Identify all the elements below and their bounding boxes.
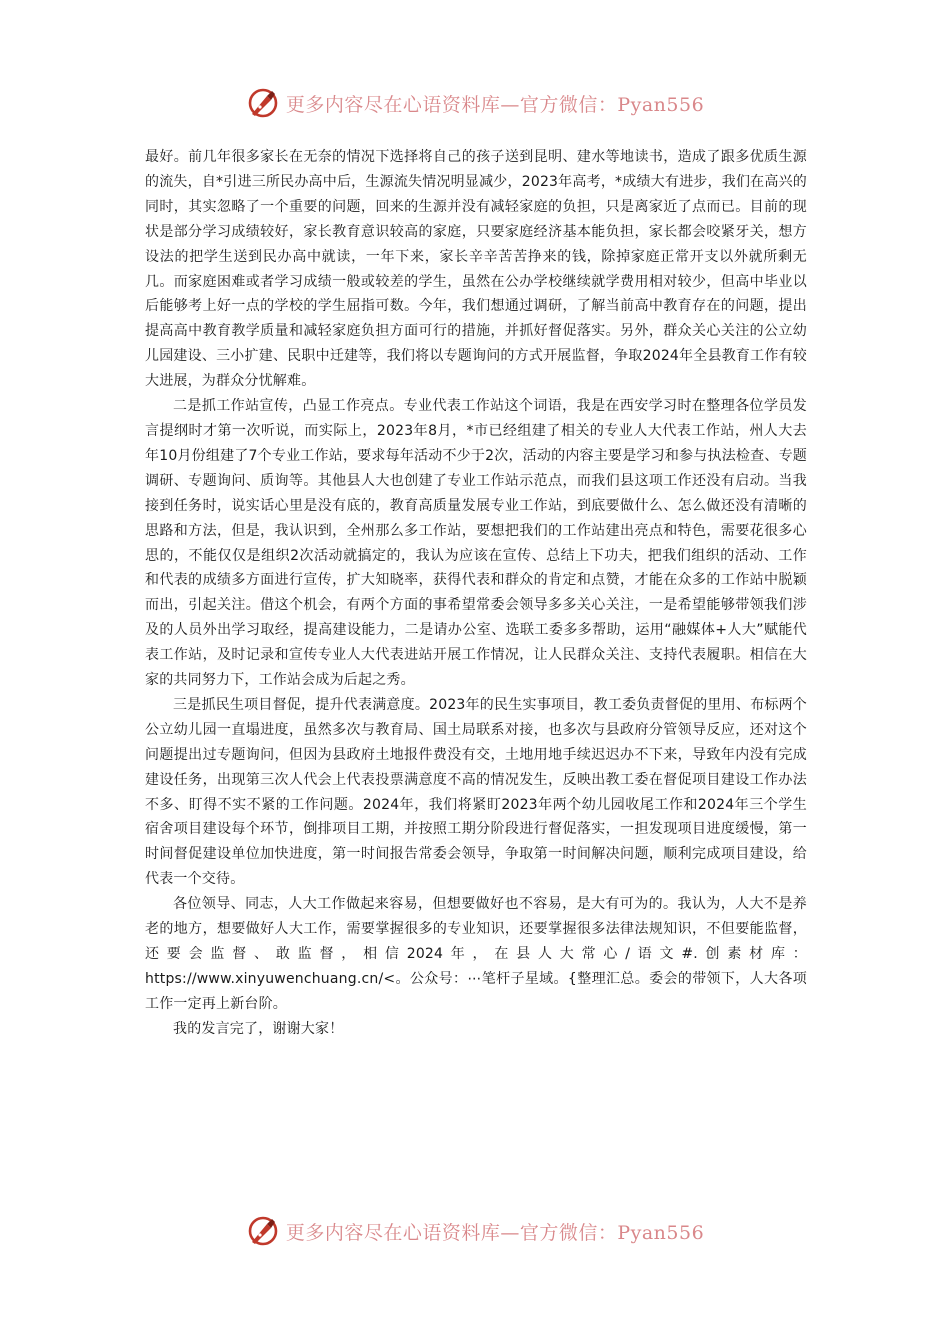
- paragraph-closing-remarks: 各位领导、同志，人大工作做起来容易，但想要做好也不容易，是大有可为的。我认为，人大不是养老的地方，想要做好人大工作，需要掌握很多的专业知识，还要掌握很多法律法规知识，不但要能监督，还要会监督、敢监督，相信2024年，在县人大常心/语文#.创素材库：https://www.xinyuwenchuang.cn/<。公众号：⋯笔杆子星域。{整理汇总。委会的带领下，人大各项工作一定再上新台阶。: [145, 896, 807, 1012]
- pen-nib-logo-icon: [246, 86, 280, 120]
- pen-nib-logo-icon: [246, 1214, 280, 1248]
- watermark-text: 更多内容尽在心语资料库—官方微信：Pyan556: [285, 1221, 705, 1244]
- paragraph-workstation-publicity: 二是抓工作站宣传，凸显工作亮点。专业代表工作站这个词语，我是在西安学习时在整理各位学员发言提纲时才第一次听说，而实际上，2023年8月，*市已经组建了相关的专业人大代表工作站，州人大去年10月份组建了7个专业工作站，要求每年活动不少于2次，活动的内容主要是学习和参与执法检查、专题调研、专题询问、质询等。其他县人大也创建了专业工作站示范点，而我们县这项工作还没有启动。当我接到任务时，说实话心里是没有底的，教育高质量发展专业工作站，到底要做什么、怎么做还没有清晰的思路和方法，但是，我认识到，全州那么多工作站，要想把我们的工作站建出亮点和特色，需要花很多心思的，不能仅仅是组织2次活动就搞定的，我认为应该在宣传、总结上下功夫，把我们组织的活动、工作和代表的成绩多方面进行宣传，扩大知晓率，获得代表和群众的肯定和点赞，才能在众多的工作站中脱颖而出，引起关注。借这个机会，有两个方面的事希望常委会领导多多关心关注，一是希望能够带领我们涉及的人员外出学习取经，提高建设能力，二是请办公室、选联工委多多帮助，运用“融媒体+人大”赋能代表工作站，及时记录和宣传专业人大代表进站开展工作情况，让人民群众关注、支持代表履职。相信在大家的共同努力下，工作站会成为后起之秀。: [145, 398, 807, 689]
- document-body: [145, 145, 807, 1042]
- header-watermark: [0, 83, 950, 123]
- paragraph-thanks: 我的发言完了，谢谢大家！: [173, 1020, 344, 1037]
- footer-watermark: [0, 1211, 950, 1251]
- paragraph-livelihood-projects: 三是抓民生项目督促，提升代表满意度。2023年的民生实事项目，教工委负责督促的里用、布标两个公立幼儿园一直塌进度，虽然多次与教育局、国土局联系对接，也多次与县政府分管领导反应，还对这个问题提出过专题询问，但因为县政府土地报件费没有交，土地用地手续迟迟办不下来，导致年内没有完成建设任务，出现第三次人代会上代表投票满意度不高的情况发生，反映出教工委在督促项目建设工作办法不多、盯得不实不紧的工作问题。2024年，我们将紧盯2023年两个幼儿园收尾工作和2024年三个学生宿舍项目建设每个环节，倒排项目工期，并按照工期分阶段进行督促落实，一担发现项目进度缓慢，第一时间督促建设单位加快进度，第一时间报告常委会领导，争取第一时间解决问题，顺利完成项目建设，给代表一个交待。: [145, 696, 807, 888]
- watermark-text: 更多内容尽在心语资料库—官方微信：Pyan556: [285, 93, 705, 116]
- paragraph-continuation: 最好。前几年很多家长在无奈的情况下选择将自己的孩子送到昆明、建水等地读书，造成了跟多优质生源的流失，自*引进三所民办高中后，生源流失情况明显减少，2023年高考，*成绩大有进步，我们在高兴的同时，其实忽略了一个重要的问题，回来的生源并没有减轻家庭的负担，只是离家近了点而已。目前的现状是部分学习成绩较好，家长教育意识较高的家庭，只要家庭经济基本能负担，家长都会咬紧牙关，想方设法的把学生送到民办高中就读，一年下来，家长辛辛苦苦挣来的钱，除掉家庭正常开支以外就所剩无几。而家庭困难或者学习成绩一般或较差的学生，虽然在公办学校继续就学费用相对较少，但高中毕业以后能够考上好一点的学校的学生屈指可数。今年，我们想通过调研，了解当前高中教育存在的问题，提出提高高中教育教学质量和减轻家庭负担方面可行的措施，并抓好督促落实。另外，群众关心关注的公立幼儿园建设、三小扩建、民职中迁建等，我们将以专题询问的方式开展监督，争取2024年全县教育工作有较大进展，为群众分忧解难。: [145, 149, 807, 390]
